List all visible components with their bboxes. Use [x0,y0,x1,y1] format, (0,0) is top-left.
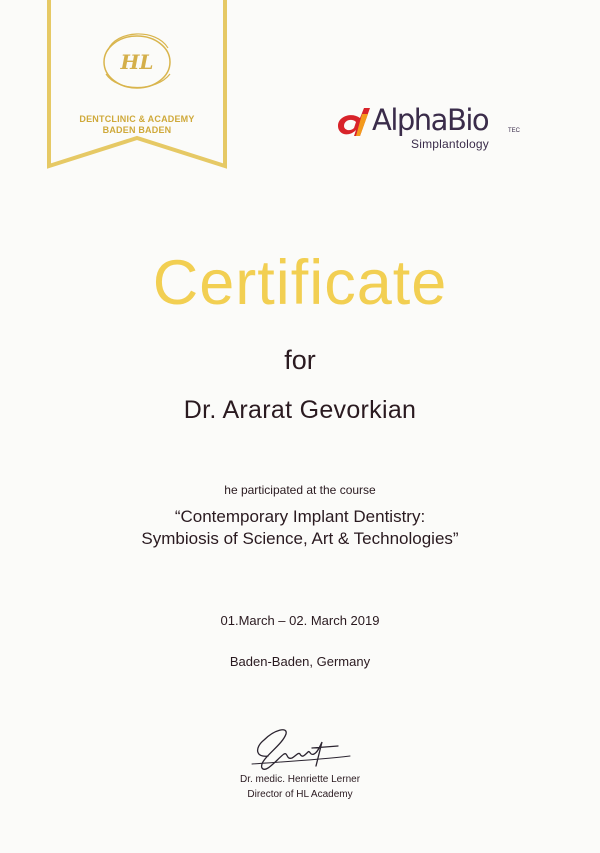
banner-line-2: BADEN BADEN [102,125,172,135]
hl-academy-banner [46,0,228,172]
certificate-title: Certificate [152,248,448,318]
alphabio-tec: TEC [508,128,520,134]
course-dates: 01.March – 02. March 2019 [220,613,380,628]
course-location: Baden-Baden, Germany [229,654,371,669]
alphabio-wordmark: AlphaBio [372,103,489,137]
hl-monogram: HL [120,50,154,74]
signatory-name: Dr. medic. Henriette Lerner [239,774,361,785]
recipient-name: Dr. Ararat Gevorkian [183,396,417,424]
handwritten-signature [238,708,368,778]
participation-text: he participated at the course [224,483,376,497]
course-title-line-2: Symbiosis of Science, Art & Technologies” [141,529,459,548]
alphabio-tagline: Simplantology [411,137,489,151]
signatory-role: Director of HL Academy [247,789,353,800]
for-label: for [284,345,316,375]
alphabio-logo-mark [334,104,374,140]
course-title-line-1: “Contemporary Implant Dentistry: [174,507,426,526]
banner-line-1: DENTCLINIC & ACADEMY [79,114,195,124]
